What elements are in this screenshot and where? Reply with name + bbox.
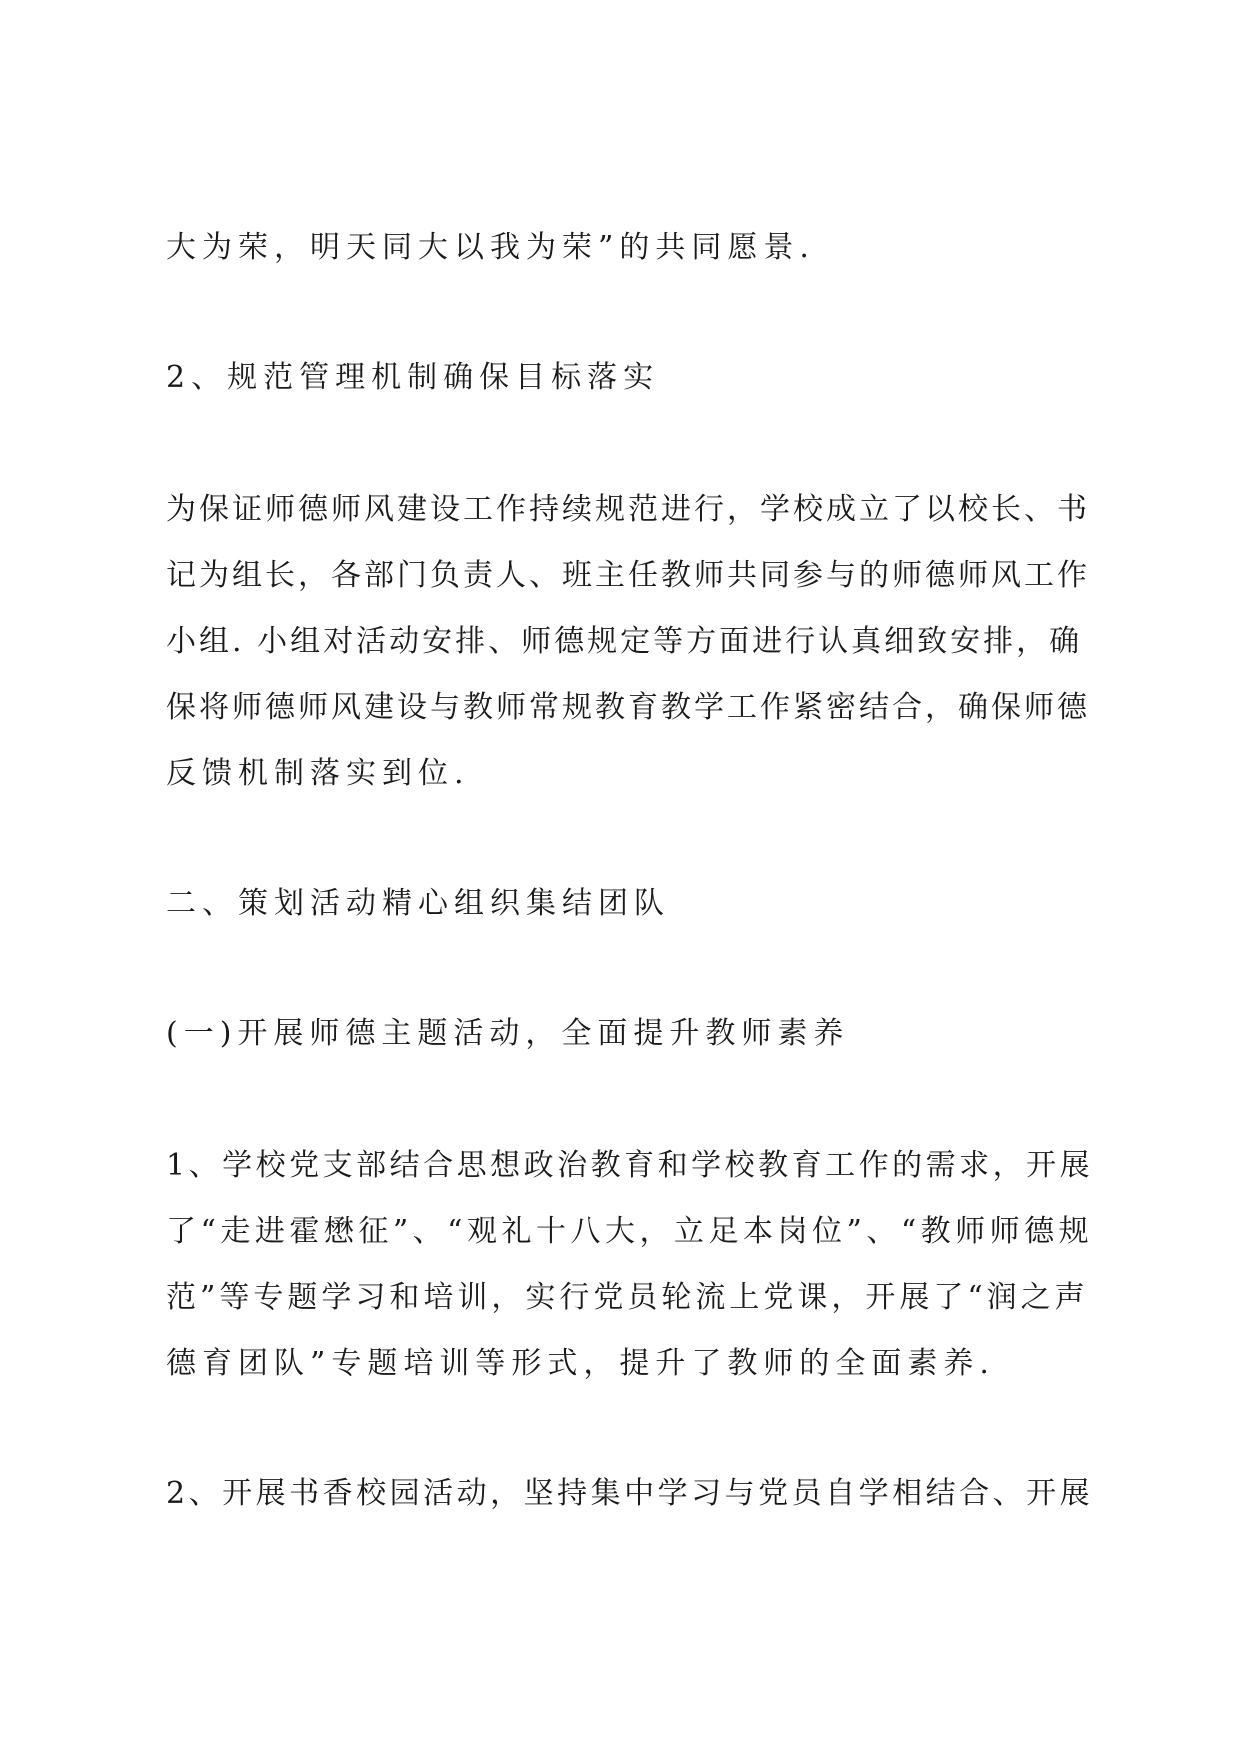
paragraph-line: 德育团队”专题培训等形式，提升了教师的全面素养. [166, 1346, 995, 1381]
paragraph-line: 了“走进霍懋征”、“观礼十八大，立足本岗位”、“教师师德规 [166, 1214, 1094, 1249]
paragraph-line: 反馈机制落实到位. [166, 756, 470, 791]
section-heading: 2、规范管理机制确保目标落实 [166, 360, 660, 395]
paragraph-line: 记为组长，各部门负责人、班主任教师共同参与的师德师风工作 [166, 558, 1090, 593]
paragraph-line: 保将师德师风建设与教师常规教育教学工作紧密结合，确保师德 [166, 690, 1090, 725]
subsection-heading: (一)开展师德主题活动，全面提升教师素养 [166, 1016, 850, 1051]
paragraph-line: 1、学校党支部结合思想政治教育和学校教育工作的需求，开展 [166, 1148, 1094, 1183]
paragraph-line: 为保证师德师风建设工作持续规范进行，学校成立了以校长、书 [166, 492, 1090, 527]
paragraph-line: 2、开展书香校园活动，坚持集中学习与党员自学相结合、开展 [166, 1476, 1094, 1511]
paragraph-line: 范”等专题学习和培训，实行党员轮流上党课，开展了“润之声 [166, 1280, 1089, 1315]
paragraph-line: 大为荣，明天同大以我为荣”的共同愿景. [166, 230, 815, 265]
paragraph-line: 小组. 小组对活动安排、师德规定等方面进行认真细致安排，确 [166, 624, 1083, 659]
section-heading: 二、策划活动精心组织集结团队 [166, 886, 670, 921]
